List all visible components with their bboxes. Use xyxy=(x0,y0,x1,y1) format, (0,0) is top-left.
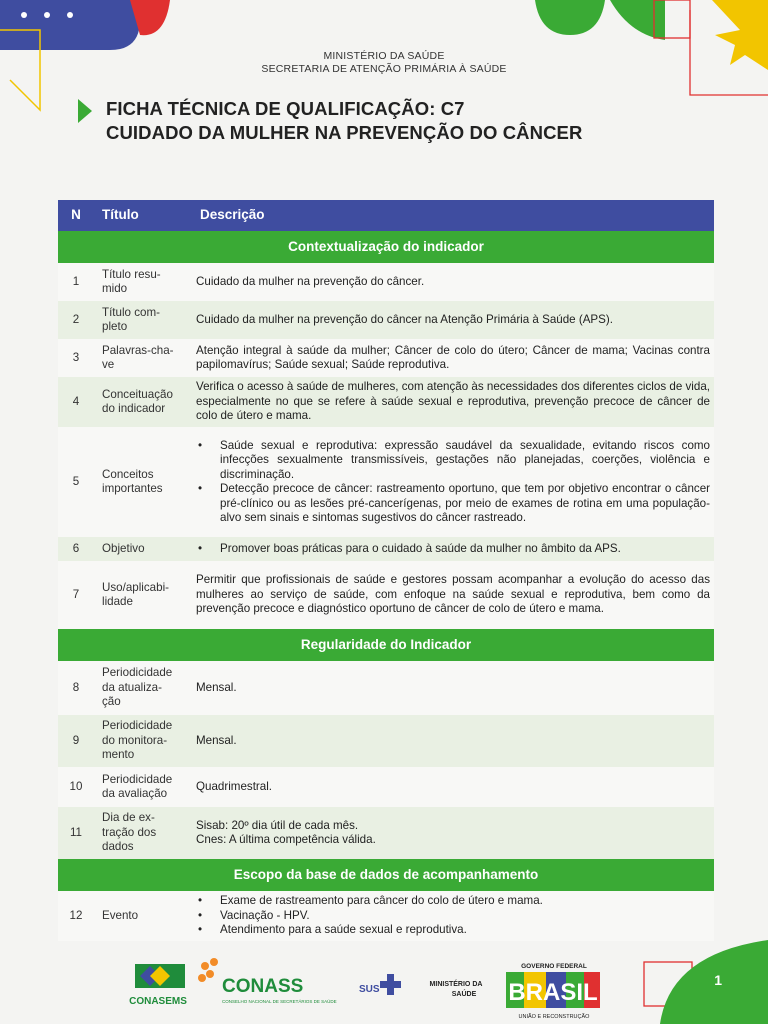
sus-logo xyxy=(359,974,401,995)
row-description xyxy=(192,537,714,561)
row-description: Mensal. xyxy=(192,715,714,767)
row-title xyxy=(94,661,192,715)
row-title-l2: tração dos xyxy=(102,825,157,839)
table-row xyxy=(58,767,714,807)
uniao-text: UNIÃO E RECONSTRUÇÃO xyxy=(518,1014,590,1020)
row-title xyxy=(94,715,192,767)
ministry-name: MINISTÉRIO DA SAÚDE xyxy=(323,50,445,62)
list-item: • Detecção precoce de câncer: rastreamento oportuno, que tem por objetivo encontrar o câncer pré-clínico ou as lesões pré-cancerígenas, por meio de exames de rotina em uma população-alvo sem sinais e sintomas sugestivos do câncer rastreado. xyxy=(196,482,710,526)
row-number: 5 xyxy=(58,427,94,537)
ministerio-text-1: MINISTÉRIO DA xyxy=(429,981,483,988)
conass-logo xyxy=(198,958,337,1004)
list-item: • Exame de rastreamento para câncer do colo de útero e mama. xyxy=(196,894,710,909)
row-title xyxy=(94,339,192,377)
description-line: Cnes: A última competência válida. xyxy=(196,833,376,846)
list-item: • Atendimento para a saúde sexual e reprodutiva. xyxy=(196,923,710,938)
governo-federal-logo xyxy=(506,963,600,1020)
table-row xyxy=(58,807,714,859)
row-title-l2: da atualiza- xyxy=(102,680,162,694)
table-row xyxy=(58,263,714,301)
conasems-logo xyxy=(129,964,187,1007)
row-number: 10 xyxy=(58,767,94,807)
row-description: Permitir que profissionais de saúde e gestores possam acompanhar a evolução do acesso das mulheres ao serviço de saúde, com enfoque na saúde sexual e reprodutiva, bem como da prevenção precoce e diagnóstico oportuno de câncer de colo de útero e mama. xyxy=(192,561,714,629)
row-title-l3: ção xyxy=(102,695,121,709)
row-number: 7 xyxy=(58,561,94,629)
brasil-text: BRASIL xyxy=(508,979,598,1006)
row-description: Quadrimestral. xyxy=(192,767,714,807)
section-title: Escopo da base de dados de acompanhamento xyxy=(58,859,714,891)
table-row xyxy=(58,377,714,427)
row-title: Evento xyxy=(94,891,192,941)
title-line-1: FICHA TÉCNICA DE QUALIFICAÇÃO: C7 xyxy=(106,98,465,119)
row-title xyxy=(94,263,192,301)
table-row xyxy=(58,661,714,715)
row-title-l1: Uso/aplicabi- xyxy=(102,580,170,594)
row-description xyxy=(192,807,714,859)
row-title-l1: Título com- xyxy=(102,305,160,319)
bullet-list xyxy=(196,542,710,557)
sus-text: SUS xyxy=(359,984,380,995)
row-number: 4 xyxy=(58,377,94,427)
page-number: 1 xyxy=(714,972,722,988)
row-title-l2: ve xyxy=(102,358,115,371)
conass-text: CONASS xyxy=(222,976,304,997)
row-title-l1: Periodicidade xyxy=(102,666,173,680)
table-row xyxy=(58,561,714,629)
secretariat-name: SECRETARIA DE ATENÇÃO PRIMÁRIA À SAÚDE xyxy=(261,63,507,75)
row-description xyxy=(192,427,714,537)
description-line: Sisab: 20º dia útil de cada mês. xyxy=(196,818,359,832)
row-title xyxy=(94,301,192,339)
row-title-l1: Palavras-cha- xyxy=(102,343,174,357)
row-title-l1: Periodicidade xyxy=(102,719,173,733)
row-number: 3 xyxy=(58,339,94,377)
row-number: 8 xyxy=(58,661,94,715)
row-number: 9 xyxy=(58,715,94,767)
section-row xyxy=(58,629,714,661)
table-row xyxy=(58,537,714,561)
table-header-row xyxy=(58,200,714,231)
document-title xyxy=(82,97,582,145)
table-row xyxy=(58,339,714,377)
row-description: Mensal. xyxy=(192,661,714,715)
row-title: Periodicidade da avaliação xyxy=(94,767,192,807)
section-title: Regularidade do Indicador xyxy=(58,629,714,661)
row-title-l2: mido xyxy=(102,282,128,295)
row-title: Conceituação do indicador xyxy=(94,377,192,427)
section-title: Contextualização do indicador xyxy=(58,231,714,263)
list-item: • Vacinação - HPV. xyxy=(196,909,710,924)
row-title-l3: dados xyxy=(102,840,134,854)
row-title xyxy=(94,807,192,859)
row-title-l2: do monitora- xyxy=(102,733,168,747)
footer-logos xyxy=(0,934,768,1024)
title-arrow-icon xyxy=(78,99,92,123)
column-header-n: N xyxy=(58,200,94,231)
conasems-text: CONASEMS xyxy=(129,996,187,1007)
row-description: Atenção integral à saúde da mulher; Câncer de colo do útero; Câncer de mama; Vacinas contra papilomavírus; Saúde sexual; Saúde reprodutiva. xyxy=(192,339,714,377)
ministerio-saude-logo xyxy=(430,979,483,998)
row-description: Cuidado da mulher na prevenção do câncer. xyxy=(192,263,714,301)
title-line-2: CUIDADO DA MULHER NA PREVENÇÃO DO CÂNCER xyxy=(106,122,583,143)
section-row xyxy=(58,859,714,891)
table-row xyxy=(58,715,714,767)
table-row xyxy=(58,427,714,537)
row-title-l3: mento xyxy=(102,748,135,762)
list-item: • Promover boas práticas para o cuidado à saúde da mulher no âmbito da APS. xyxy=(196,542,710,557)
row-title-l2: lidade xyxy=(102,595,133,608)
row-number: 2 xyxy=(58,301,94,339)
bullet-list xyxy=(196,894,710,938)
row-number: 1 xyxy=(58,263,94,301)
row-description: Verifica o acesso à saúde de mulheres, com atenção às necessidades dos diferentes ciclos de vida, especialmente no que se refere à saúde sexual e reprodutiva, prevenção precoce de câncer de colo de útero e mama. xyxy=(192,377,714,427)
row-title-l1: Dia de ex- xyxy=(102,811,155,825)
conass-subtitle: CONSELHO NACIONAL DE SECRETÁRIOS DE SAÚDE xyxy=(222,999,337,1004)
row-description: Cuidado da mulher na prevenção do câncer na Atenção Primária à Saúde (APS). xyxy=(192,301,714,339)
list-item: • Saúde sexual e reprodutiva: expressão saudável da sexualidade, evitando riscos como infecções sexualmente transmissíveis, gestações não planejadas, coerções, violência e discriminação. xyxy=(196,439,710,483)
row-title-l2: pleto xyxy=(102,320,128,333)
column-header-titulo: Título xyxy=(94,200,192,231)
ministry-header xyxy=(0,50,768,76)
column-header-descricao: Descrição xyxy=(192,200,714,231)
ministerio-text-2: SAÚDE xyxy=(451,991,477,998)
row-number: 6 xyxy=(58,537,94,561)
section-row xyxy=(58,231,714,263)
row-title-l1: Título resu- xyxy=(102,267,161,281)
row-number: 11 xyxy=(58,807,94,859)
row-title: Conceitos importantes xyxy=(94,427,192,537)
row-title xyxy=(94,561,192,629)
bullet-list xyxy=(196,439,710,526)
indicator-table xyxy=(58,200,714,941)
row-title: Objetivo xyxy=(94,537,192,561)
table-row xyxy=(58,301,714,339)
row-number: 12 xyxy=(58,891,94,941)
governo-federal-text: GOVERNO FEDERAL xyxy=(521,963,587,970)
